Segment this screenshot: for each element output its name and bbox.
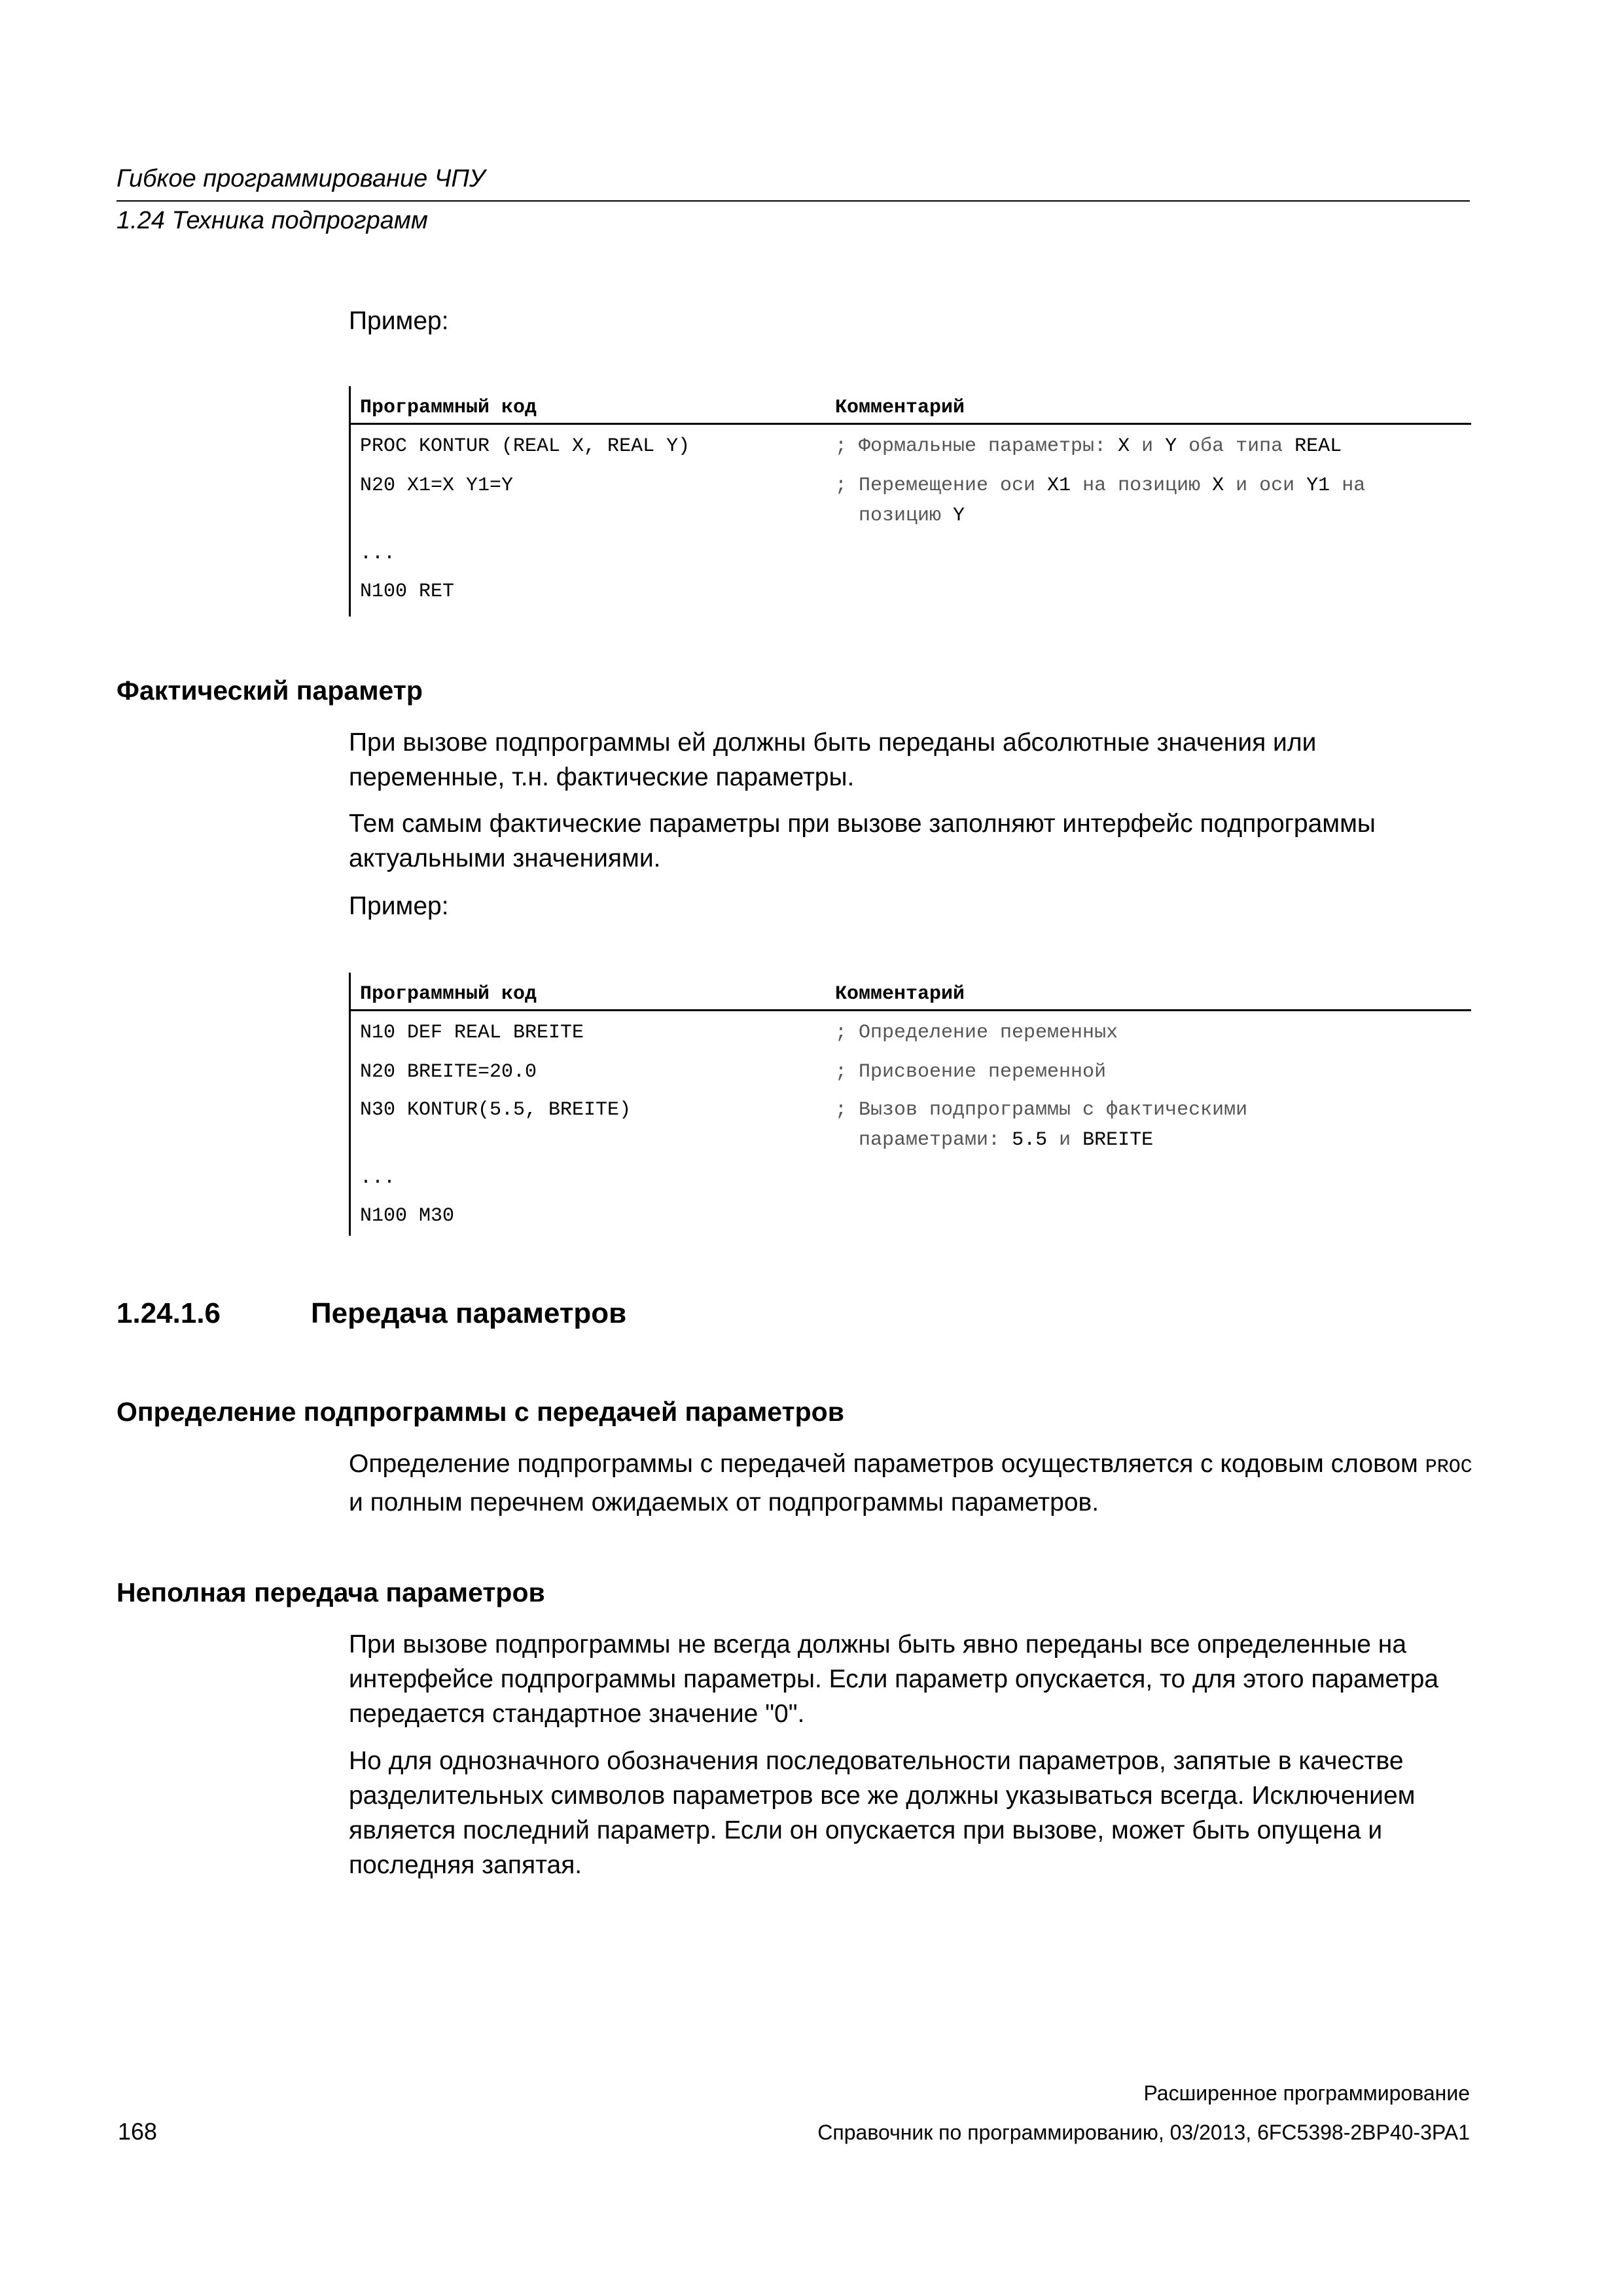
heading-actual-parameter: Фактический параметр (116, 675, 423, 706)
example2-label: Пример: (349, 892, 449, 920)
code-comment: ; Перемещение оси X1 на позицию X и оси Y1 на позицию Y (835, 475, 1366, 527)
header-rule (116, 200, 1470, 202)
code-row (351, 1057, 1471, 1095)
code-comment: ; Определение переменных (835, 1022, 1118, 1044)
paragraph: При вызове подпрограммы ей должны быть переданы абсолютные значения или переменные, т.н. фактические параметры. (349, 728, 1317, 791)
heading-definition: Определение подпрограммы с передачей параметров (116, 1397, 844, 1427)
paragraph: При вызове подпрограммы не всегда должны быть явно переданы все определенные на интерфейсе подпрограммы параметры. Если параметр опускается, то для этого параметра передается стандартное значение "0". (349, 1630, 1439, 1728)
code-table-header (351, 386, 1471, 425)
heading-incomplete-transfer: Неполная передача параметров (116, 1577, 545, 1607)
code-comment: ; Присвоение переменной (835, 1061, 1107, 1083)
code-line: N100 RET (360, 581, 455, 603)
code-row (351, 539, 1471, 577)
example1-label: Пример: (349, 307, 449, 335)
code-row (351, 1201, 1471, 1234)
paragraph: Определение подпрограммы с передачей параметров осуществляется с кодовым словом PROC и полным перечнем ожидаемых от подпрограммы параметров. (349, 1450, 1472, 1516)
column-comment-header: Комментарий (835, 983, 965, 1005)
code-line: N30 KONTUR(5.5, BREITE) (360, 1099, 632, 1121)
paragraph: Но для однозначного обозначения последовательности параметров, запятые в качестве разделительных символов параметров все же должны указываться всегда. Исключением является последний параметр. Если он опускается при вызове, может быть опущена и последняя запятая. (349, 1747, 1416, 1879)
code-line: N100 M30 (360, 1205, 455, 1227)
code-line: ... (360, 1167, 396, 1189)
paragraph: Тем самым фактические параметры при вызове заполняют интерфейс подпрограммы актуальными значениями. (349, 810, 1376, 872)
column-comment-header: Комментарий (835, 397, 965, 419)
footer-line-2: Справочник по программированию, 03/2013, 6FC5398-2BP40-3PA1 (817, 2121, 1470, 2144)
column-code-header: Программный код (360, 983, 537, 1005)
code-row (351, 1163, 1471, 1201)
code-row (351, 1018, 1471, 1057)
footer-line-1: Расширенное программирование (1143, 2081, 1470, 2105)
section-number: 1.24.1.6 (116, 1297, 221, 1329)
code-row (351, 1095, 1471, 1163)
code-table-header (351, 973, 1471, 1011)
inline-code-proc: PROC (1425, 1456, 1472, 1479)
code-line: ... (360, 543, 396, 565)
code-comment: ; Формальные параметры: X и Y оба типа REAL (835, 435, 1342, 457)
code-row (351, 471, 1471, 539)
code-line: PROC KONTUR (REAL X, REAL Y) (360, 435, 690, 457)
section-title: Передача параметров (311, 1297, 627, 1329)
code-line: N20 X1=X Y1=Y (360, 475, 514, 497)
header-title: Гибкое программирование ЧПУ (116, 165, 486, 192)
header-section: 1.24 Техника подпрограмм (116, 207, 428, 234)
code-table-2 (349, 973, 1471, 1236)
code-table-1 (349, 386, 1471, 617)
page-number: 168 (118, 2118, 158, 2145)
code-row (351, 431, 1471, 471)
code-line: N10 DEF REAL BREITE (360, 1022, 584, 1044)
column-code-header: Программный код (360, 397, 537, 419)
code-row (351, 577, 1471, 609)
code-line: N20 BREITE=20.0 (360, 1061, 537, 1083)
code-comment: ; Вызов подпрограммы с фактическими параметрами: 5.5 и BREITE (835, 1099, 1248, 1151)
